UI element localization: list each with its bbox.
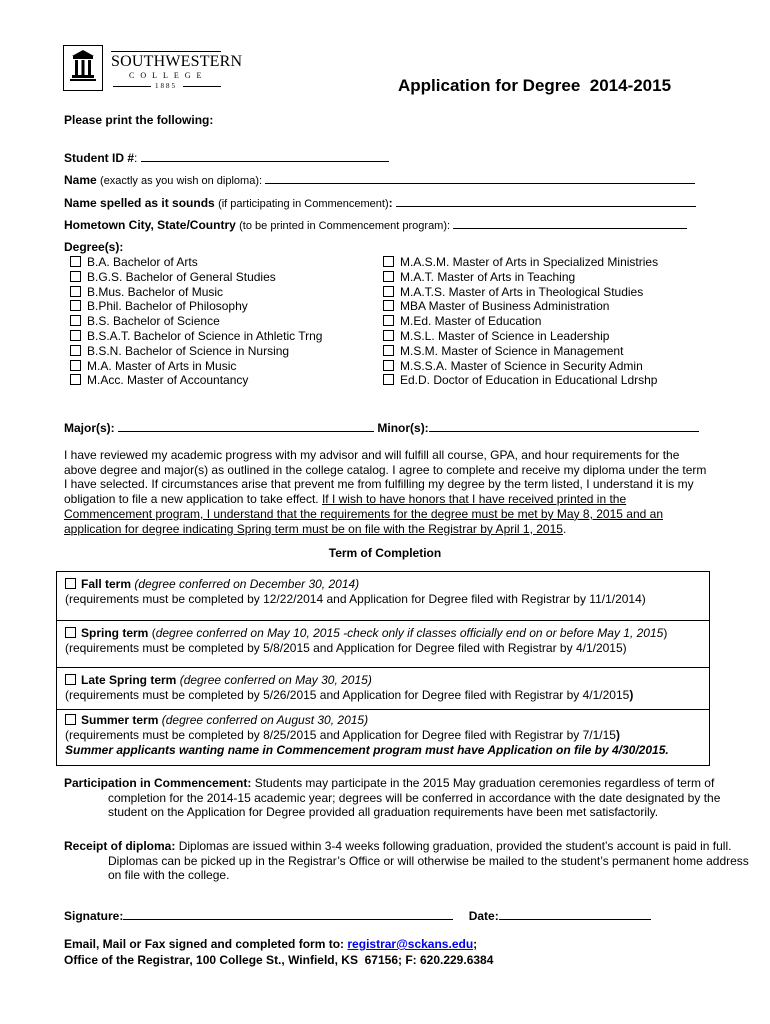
checkbox[interactable] <box>383 345 394 356</box>
name-field[interactable] <box>265 171 695 184</box>
degrees-label: Degree(s): <box>64 240 124 254</box>
page-title: Application for Degree 2014-2015 <box>398 76 672 95</box>
degree-option[interactable]: B.S. Bachelor of Science <box>64 314 322 329</box>
term-requirements: (requirements must be completed by 8/25/2015 and Application for Degree filed with Registrar by 7/1/15 <box>65 728 616 742</box>
agreement-paragraph: I have reviewed my academic progress with my advisor and will fulfill all course, GPA, and hour requirements for the above degree and major(s) as outlined in the college catalog. I agree to complete and receive my diploma under the term I have selected. If circumstances arise that prevent me from fulfilling my degree by the term listed, I understand it is my obligation to file a new application to take effect. If I wish to have honors that I have received printed in the Commencement program, I understand that the requirements for the degree must be met by May 8, 2015 and an application for degree indicating Spring term must be on file with the Registrar by April 1, 2015. <box>64 448 707 536</box>
logo-top-rule <box>111 51 221 52</box>
logo-subword: COLLEGE <box>129 71 208 80</box>
participation-text: Students may participate in the 2015 May graduation ceremonies regardless of term of completion for the 2014-15 academic year; degrees will be conferred in accordance with the date designated by the student on the Application for Degree provided all graduation requirements have been met satisfactorily. <box>108 776 721 820</box>
degree-option[interactable]: M.Ed. Master of Education <box>377 314 658 329</box>
checkbox[interactable] <box>70 374 81 385</box>
major-minor-row <box>64 419 699 436</box>
agreement-honors-text: If I wish to have honors that I have received printed in the Commencement program, I understand that the requirements for the degree must be met by May 8, 2015 and an application for degree indicating Spring term must be on file with the Registrar by April 1, 2015 <box>64 492 663 536</box>
term-label: Fall term <box>81 577 132 591</box>
footer-line-1: Email, Mail or Fax signed and completed form to: registrar@sckans.edu; <box>64 937 478 951</box>
checkbox[interactable] <box>70 315 81 326</box>
footer-instructions: Email, Mail or Fax signed and completed form to: <box>64 937 345 951</box>
name-sounds-row: Name spelled as it sounds (if participating in Commencement): <box>64 194 696 212</box>
logo-year-rule-right <box>183 86 221 87</box>
signature-row <box>64 907 651 924</box>
name-sounds-hint: (if participating in Commencement) <box>218 198 389 210</box>
term-heading: Term of Completion <box>328 546 442 560</box>
date-label: Date: <box>468 909 499 923</box>
checkbox[interactable] <box>70 256 81 267</box>
student-id-row: Student ID #: <box>64 149 389 166</box>
name-hint: (exactly as you wish on diploma): <box>100 175 263 187</box>
term-option-summer[interactable]: Summer term (degree conferred on August 30, 2015) (requirements must be completed by 8/25/2015 and Application for Degree filed with Registrar by 7/1/15) Summer applicants wanting name in Commencement program must have Application on file by 4/30/2015. <box>56 709 710 766</box>
term-requirements: (requirements must be completed by 12/22/2014 and Application for Degree filed with Registrar by 11/1/2014) <box>65 592 646 606</box>
checkbox[interactable] <box>70 300 81 311</box>
logo-wordmark: SOUTHWESTERN <box>111 53 243 70</box>
name-label: Name <box>64 173 97 187</box>
degree-option[interactable]: B.G.S. Bachelor of General Studies <box>64 270 322 285</box>
checkbox[interactable] <box>65 627 76 638</box>
student-id-field[interactable] <box>141 149 389 162</box>
checkbox[interactable] <box>383 256 394 267</box>
degree-option[interactable]: M.A.T.S. Master of Arts in Theological Studies <box>377 285 658 300</box>
checkbox[interactable] <box>383 315 394 326</box>
checkbox[interactable] <box>70 286 81 297</box>
hometown-row <box>64 216 687 234</box>
hometown-field[interactable] <box>453 216 687 229</box>
receipt-text: Diplomas are issued within 3-4 weeks following graduation, provided the student’s account is paid in full. Diplomas can be picked up in the Registrar’s Office or will otherwise be mailed to the student’s permanent home address on file with the college. <box>108 839 749 883</box>
checkbox[interactable] <box>65 578 76 589</box>
participation-paragraph <box>64 776 754 820</box>
degree-option[interactable]: B.Phil. Bachelor of Philosophy <box>64 299 322 314</box>
major-label: Major(s): <box>64 421 115 435</box>
college-logo <box>63 45 243 95</box>
term-requirements: (requirements must be completed by 5/26/2015 and Application for Degree filed with Registrar by 4/1/2015 <box>65 688 630 702</box>
checkbox[interactable] <box>383 374 394 385</box>
term-requirements: (requirements must be completed by 5/8/2015 and Application for Degree filed with Registrar by 4/1/2015) <box>65 641 627 655</box>
participation-label: Participation in Commencement: <box>64 776 252 790</box>
footer-address: Office of the Registrar, 100 College St., Winfield, KS 67156; F: 620.229.6384 <box>64 953 494 967</box>
intro-text: Please print the following: <box>64 113 214 127</box>
major-field[interactable] <box>118 419 374 432</box>
term-option-late-spring[interactable]: Late Spring term (degree conferred on May 30, 2015) (requirements must be completed by 5/26/2015 and Application for Degree filed with Registrar by 4/1/2015) <box>56 667 710 710</box>
degree-option[interactable]: M.S.L. Master of Science in Leadership <box>377 329 658 344</box>
agreement-text: I have reviewed my academic progress with my advisor and will fulfill all course, GPA, and hour requirements for the above degree and major(s) as outlined in the college catalog. I agree to complete and receive my diploma under the term I have selected. If circumstances arise that prevent me from fulfilling my degree by the term listed, I understand it is my obligation to file a new application to take effect. <box>64 448 707 507</box>
checkbox[interactable] <box>70 345 81 356</box>
term-label: Summer term <box>81 713 159 727</box>
term-label: Late Spring term <box>81 673 177 687</box>
checkbox[interactable] <box>383 286 394 297</box>
degree-option[interactable]: M.S.M. Master of Science in Management <box>377 344 658 359</box>
checkbox[interactable] <box>383 330 394 341</box>
term-option-fall[interactable] <box>56 571 710 621</box>
hometown-hint: (to be printed in Commencement program): <box>239 220 451 232</box>
checkbox[interactable] <box>65 714 76 725</box>
degree-option[interactable]: B.S.N. Bachelor of Science in Nursing <box>64 344 322 359</box>
term-label: Spring term <box>81 626 149 640</box>
logo-year: 1885 <box>155 82 177 90</box>
degree-option[interactable]: M.Acc. Master of Accountancy <box>64 373 322 388</box>
term-conferred: (degree conferred on August 30, 2015) <box>161 713 369 727</box>
degrees-left-list <box>64 255 322 388</box>
name-sounds-field[interactable] <box>396 194 696 207</box>
hometown-label: Hometown City, State/Country <box>64 218 236 232</box>
signature-field[interactable] <box>123 907 453 920</box>
checkbox[interactable] <box>383 300 394 311</box>
summer-note: Summer applicants wanting name in Commencement program must have Application on file by 4/30/2015. <box>65 743 669 757</box>
term-conferred: degree conferred on May 10, 2015 -check only if classes officially end on or before May 1, 2015 <box>155 626 664 640</box>
minor-label: Minor(s): <box>377 421 429 435</box>
checkbox[interactable] <box>70 271 81 282</box>
receipt-paragraph <box>64 839 754 883</box>
receipt-label: Receipt of diploma: <box>64 839 176 853</box>
checkbox[interactable] <box>383 360 394 371</box>
checkbox[interactable] <box>65 674 76 685</box>
degree-option[interactable]: B.Mus. Bachelor of Music <box>64 285 322 300</box>
degree-option[interactable]: M.S.S.A. Master of Science in Security Admin <box>377 359 658 374</box>
student-id-label: Student ID # <box>64 151 135 165</box>
checkbox[interactable] <box>70 360 81 371</box>
logo-emblem-icon <box>63 45 103 91</box>
degree-option[interactable]: B.A. Bachelor of Arts <box>64 255 322 270</box>
signature-label: Signature: <box>64 909 124 923</box>
term-conferred: (degree conferred on December 30, 2014) <box>134 577 360 591</box>
degree-option[interactable]: M.A.T. Master of Arts in Teaching <box>377 270 658 285</box>
degree-option[interactable]: M.A.S.M. Master of Arts in Specialized Ministries <box>377 255 658 270</box>
term-option-spring[interactable]: Spring term (degree conferred on May 10, 2015 -check only if classes officially end on or before May 1, 2015) (requirements must be completed by 5/8/2015 and Application for Degree filed with Registrar by 4/1/2015) <box>56 620 710 668</box>
minor-field[interactable] <box>429 419 699 432</box>
name-sounds-label: Name spelled as it sounds <box>64 196 215 210</box>
logo-year-rule-left <box>113 86 151 87</box>
degrees-right-list <box>377 255 658 388</box>
name-row <box>64 171 695 189</box>
date-field[interactable] <box>499 907 651 920</box>
checkbox[interactable] <box>383 271 394 282</box>
degree-option[interactable]: MBA Master of Business Administration <box>377 299 658 314</box>
term-conferred: (degree conferred on May 30, 2015) <box>179 673 372 687</box>
degree-option[interactable]: B.S.A.T. Bachelor of Science in Athletic Trng <box>64 329 322 344</box>
degree-option[interactable]: M.A. Master of Arts in Music <box>64 359 322 374</box>
registrar-email-link[interactable]: registrar@sckans.edu <box>347 937 474 951</box>
degree-option[interactable]: Ed.D. Doctor of Education in Educational Ldrshp <box>377 373 658 388</box>
checkbox[interactable] <box>70 330 81 341</box>
